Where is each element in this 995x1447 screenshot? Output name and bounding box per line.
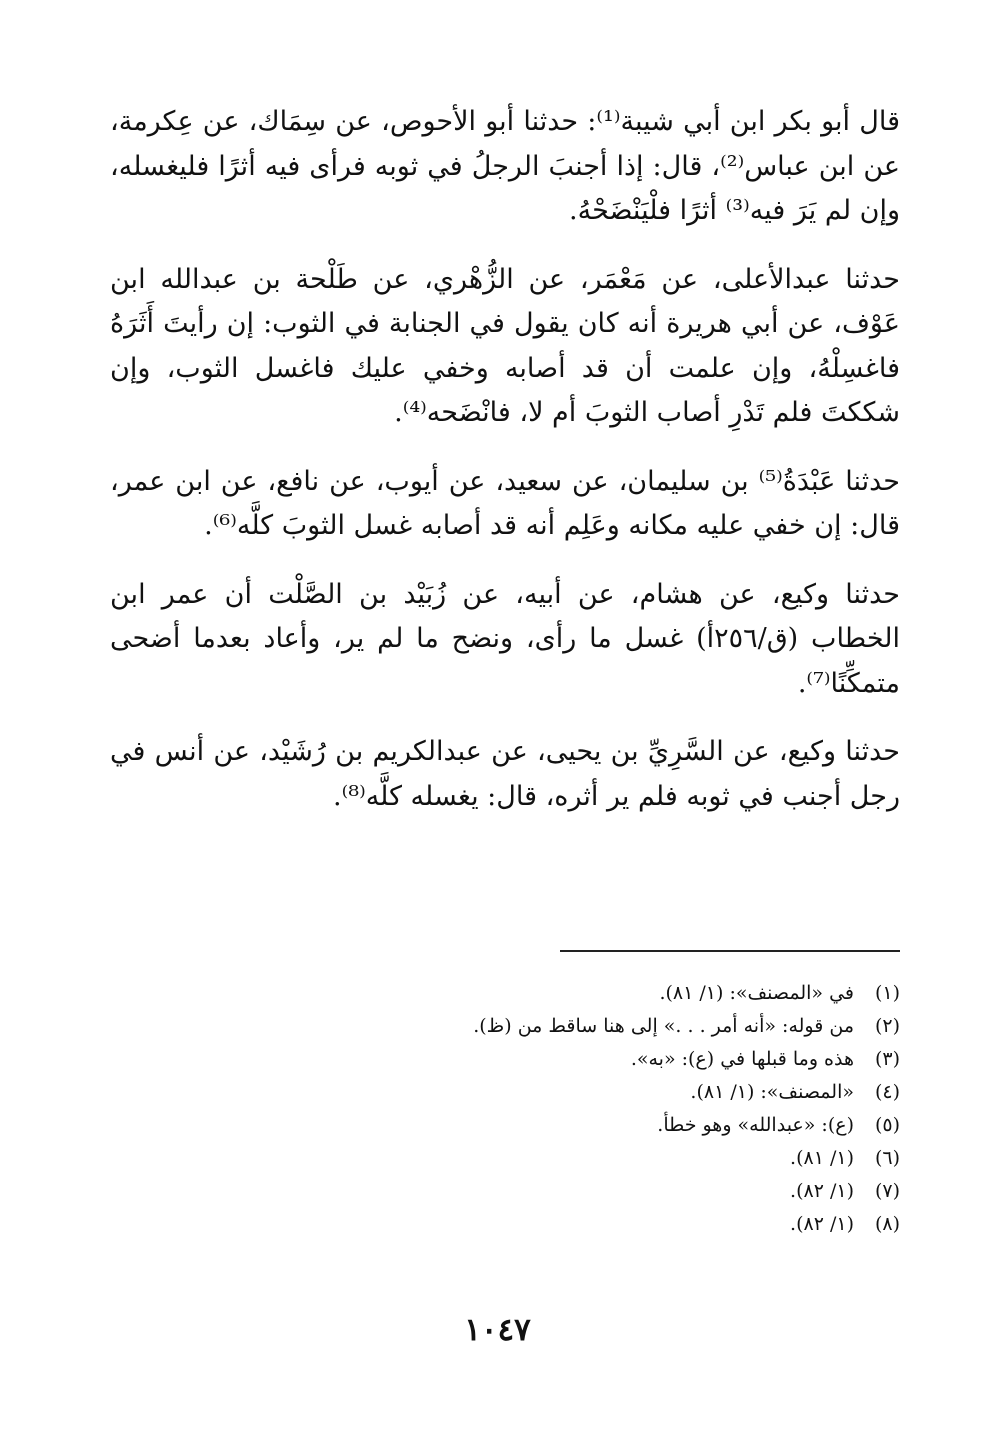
footnote-number: (٨) bbox=[874, 1213, 900, 1235]
footnote-number: (٥) bbox=[874, 1114, 900, 1136]
footnote-number: (٢) bbox=[874, 1015, 900, 1037]
paragraph-3: حدثنا عَبْدَةُ⁽⁵⁾ بن سليمان، عن سعيد، عن أيوب، عن نافع، عن ابن عمر، قال: إن خفي عليه مكانه وعَلِم أنه قد أصابه غسل الثوبَ كلَّه⁽⁶⁾. bbox=[110, 465, 900, 541]
footnote-text: هذه وما قبلها في (ع): «به». bbox=[630, 1048, 854, 1070]
footnote-text: «المصنف»: (١/ ٨١). bbox=[690, 1081, 854, 1103]
paragraph-4: حدثنا وكيع، عن هشام، عن أبيه، عن زُبَيْد بن الصَّلْت أن عمر ابن الخطاب (ق/٢٥٦أ) غسل ما رأى، ونضح ما لم ير، وأعاد بعدما أضحى متمكِّنًا⁽⁷⁾. bbox=[110, 578, 900, 699]
footnote-number: (٣) bbox=[874, 1048, 900, 1070]
paragraph-5: حدثنا وكيع، عن السَّرِيِّ بن يحيى، عن عبدالكريم بن رُشَيْد، عن أنس في رجل أجنب في ثوبه فلم ير أثره، قال: يغسله كلَّه⁽⁸⁾. bbox=[110, 736, 900, 812]
footnote-8 bbox=[110, 1208, 900, 1241]
footnote-6 bbox=[110, 1142, 900, 1175]
footnote-text: (١/ ٨١). bbox=[790, 1147, 854, 1169]
footnote-1 bbox=[110, 977, 900, 1010]
main-text bbox=[110, 100, 900, 843]
paragraph-1: قال أبو بكر ابن أبي شيبة⁽¹⁾: حدثنا أبو الأحوص، عن سِمَاك، عن عِكرمة، عن ابن عباس⁽²⁾، قال: إذا أجنبَ الرجلُ في ثوبه فرأى فيه أثرًا فليغسله، وإن لم يَرَ فيه⁽³⁾ أثرًا فلْيَنْضَحْهُ. bbox=[110, 106, 900, 226]
footnote-5 bbox=[110, 1109, 900, 1142]
footnote-number: (٧) bbox=[874, 1180, 900, 1202]
paragraph-2: حدثنا عبدالأعلى، عن مَعْمَر، عن الزُّهْري، عن طَلْحة بن عبدالله ابن عَوْف، عن أبي هريرة أنه كان يقول في الجنابة في الثوب: إن رأيتَ أَثَرَهُ فاغسِلْهُ، وإن علمت أن قد أصابه وخفي عليك فاغسل الثوب، وإن شككتَ فلم تَدْرِ أصاب الثوبَ أم لا، فانْضَحه⁽⁴⁾. bbox=[110, 263, 900, 428]
footnote-7 bbox=[110, 1175, 900, 1208]
footnote-text: (١/ ٨٢). bbox=[790, 1213, 854, 1235]
page-number: ١٠٤٧ bbox=[464, 1312, 531, 1348]
footnote-number: (٤) bbox=[874, 1081, 900, 1103]
footnote-text: في «المصنف»: (١/ ٨١). bbox=[659, 982, 854, 1004]
footnote-text: (١/ ٨٢). bbox=[790, 1180, 854, 1202]
footnotes-list bbox=[110, 977, 900, 1241]
footnote-number: (١) bbox=[874, 982, 900, 1004]
footnote-text: (ع): «عبدالله» وهو خطأ. bbox=[657, 1114, 854, 1136]
footnote-separator bbox=[560, 950, 900, 952]
footnote-text: من قوله: «أنه أمر . . .» إلى هنا ساقط من (ظ). bbox=[473, 1015, 854, 1037]
footnote-2 bbox=[110, 1010, 900, 1043]
footnote-4 bbox=[110, 1076, 900, 1109]
footnote-3 bbox=[110, 1043, 900, 1076]
footnote-number: (٦) bbox=[874, 1147, 900, 1169]
